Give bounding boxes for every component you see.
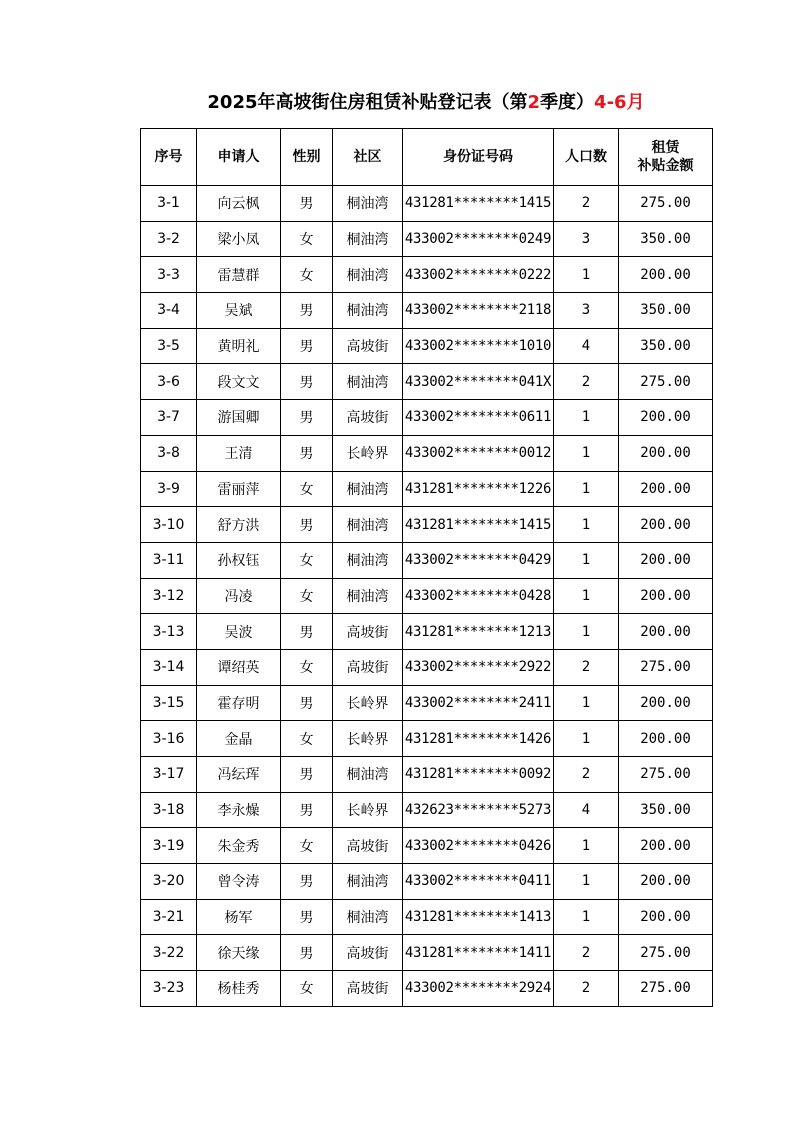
cell-gender: 男	[281, 293, 333, 329]
cell-gender: 男	[281, 685, 333, 721]
cell-subsidy-amount: 275.00	[619, 364, 713, 400]
cell-applicant: 谭绍英	[197, 649, 281, 685]
cell-applicant: 黄明礼	[197, 328, 281, 364]
title-quarter-number: 2	[527, 92, 541, 113]
header-subsidy-line2: 补贴金额	[637, 158, 694, 174]
table-row	[141, 186, 713, 222]
table-row	[141, 221, 713, 257]
cell-applicant: 冯凌	[197, 578, 281, 614]
cell-applicant: 孙权钰	[197, 542, 281, 578]
cell-applicant: 霍存明	[197, 685, 281, 721]
cell-id-number: 431281********1415	[403, 186, 554, 222]
cell-household: 1	[554, 899, 619, 935]
cell-household: 1	[554, 864, 619, 900]
cell-community: 桐油湾	[333, 471, 403, 507]
cell-applicant: 舒方洪	[197, 507, 281, 543]
cell-applicant: 朱金秀	[197, 828, 281, 864]
table-row	[141, 614, 713, 650]
cell-id-number: 431281********1415	[403, 507, 554, 543]
cell-seq: 3-7	[141, 400, 197, 436]
cell-id-number: 431281********0092	[403, 757, 554, 793]
cell-applicant: 雷丽萍	[197, 471, 281, 507]
cell-seq: 3-20	[141, 864, 197, 900]
cell-subsidy-amount: 200.00	[619, 828, 713, 864]
table-body	[141, 186, 713, 1007]
cell-subsidy-amount: 275.00	[619, 186, 713, 222]
cell-seq: 3-2	[141, 221, 197, 257]
cell-applicant: 杨桂秀	[197, 971, 281, 1007]
cell-subsidy-amount: 275.00	[619, 649, 713, 685]
cell-community: 高坡街	[333, 400, 403, 436]
cell-gender: 男	[281, 757, 333, 793]
cell-subsidy-amount: 275.00	[619, 971, 713, 1007]
cell-community: 长岭界	[333, 435, 403, 471]
table-row	[141, 471, 713, 507]
cell-seq: 3-22	[141, 935, 197, 971]
cell-seq: 3-5	[141, 328, 197, 364]
cell-household: 1	[554, 400, 619, 436]
cell-seq: 3-17	[141, 757, 197, 793]
cell-seq: 3-9	[141, 471, 197, 507]
cell-community: 高坡街	[333, 328, 403, 364]
cell-subsidy-amount: 200.00	[619, 542, 713, 578]
cell-subsidy-amount: 275.00	[619, 935, 713, 971]
table-row	[141, 328, 713, 364]
cell-seq: 3-12	[141, 578, 197, 614]
cell-id-number: 431281********1213	[403, 614, 554, 650]
cell-gender: 男	[281, 792, 333, 828]
cell-id-number: 433002********0428	[403, 578, 554, 614]
cell-community: 桐油湾	[333, 864, 403, 900]
cell-id-number: 433002********0429	[403, 542, 554, 578]
title-months: 4-6月	[594, 92, 645, 113]
cell-applicant: 王清	[197, 435, 281, 471]
table-row	[141, 507, 713, 543]
cell-community: 桐油湾	[333, 578, 403, 614]
cell-gender: 女	[281, 828, 333, 864]
cell-id-number: 433002********041X	[403, 364, 554, 400]
table-row	[141, 935, 713, 971]
header-seq: 序号	[141, 129, 197, 186]
cell-community: 桐油湾	[333, 186, 403, 222]
cell-gender: 男	[281, 614, 333, 650]
cell-gender: 男	[281, 364, 333, 400]
cell-household: 1	[554, 685, 619, 721]
cell-community: 高坡街	[333, 649, 403, 685]
cell-applicant: 梁小凤	[197, 221, 281, 257]
cell-seq: 3-19	[141, 828, 197, 864]
cell-applicant: 徐天缘	[197, 935, 281, 971]
cell-gender: 男	[281, 328, 333, 364]
cell-seq: 3-14	[141, 649, 197, 685]
cell-gender: 女	[281, 649, 333, 685]
cell-community: 桐油湾	[333, 364, 403, 400]
cell-subsidy-amount: 200.00	[619, 507, 713, 543]
cell-subsidy-amount: 350.00	[619, 792, 713, 828]
cell-seq: 3-23	[141, 971, 197, 1007]
table-row	[141, 864, 713, 900]
title-prefix: 2025年高坡街住房租赁补贴登记表（第	[207, 92, 528, 113]
cell-applicant: 李永燥	[197, 792, 281, 828]
cell-community: 长岭界	[333, 685, 403, 721]
cell-subsidy-amount: 200.00	[619, 400, 713, 436]
cell-seq: 3-1	[141, 186, 197, 222]
cell-household: 4	[554, 792, 619, 828]
table-row	[141, 899, 713, 935]
cell-community: 高坡街	[333, 828, 403, 864]
table-row	[141, 649, 713, 685]
cell-gender: 男	[281, 507, 333, 543]
cell-community: 高坡街	[333, 971, 403, 1007]
cell-household: 1	[554, 542, 619, 578]
cell-id-number: 433002********0426	[403, 828, 554, 864]
cell-subsidy-amount: 200.00	[619, 864, 713, 900]
cell-id-number: 433002********2118	[403, 293, 554, 329]
cell-id-number: 433002********2411	[403, 685, 554, 721]
cell-household: 1	[554, 435, 619, 471]
cell-applicant: 冯纭珲	[197, 757, 281, 793]
cell-community: 桐油湾	[333, 507, 403, 543]
cell-household: 3	[554, 293, 619, 329]
cell-household: 2	[554, 971, 619, 1007]
cell-household: 1	[554, 471, 619, 507]
table-row	[141, 364, 713, 400]
cell-subsidy-amount: 350.00	[619, 293, 713, 329]
table-row	[141, 685, 713, 721]
cell-applicant: 金晶	[197, 721, 281, 757]
cell-id-number: 433002********2924	[403, 971, 554, 1007]
header-applicant: 申请人	[197, 129, 281, 186]
cell-seq: 3-16	[141, 721, 197, 757]
cell-household: 1	[554, 507, 619, 543]
cell-gender: 男	[281, 864, 333, 900]
cell-id-number: 433002********0411	[403, 864, 554, 900]
cell-subsidy-amount: 200.00	[619, 257, 713, 293]
cell-community: 长岭界	[333, 721, 403, 757]
cell-id-number: 433002********1010	[403, 328, 554, 364]
title-suffix: 季度）	[540, 92, 595, 113]
cell-seq: 3-6	[141, 364, 197, 400]
table-row	[141, 257, 713, 293]
cell-id-number: 433002********0012	[403, 435, 554, 471]
cell-community: 长岭界	[333, 792, 403, 828]
cell-applicant: 段文文	[197, 364, 281, 400]
cell-household: 4	[554, 328, 619, 364]
cell-gender: 女	[281, 971, 333, 1007]
cell-seq: 3-21	[141, 899, 197, 935]
cell-community: 桐油湾	[333, 542, 403, 578]
cell-subsidy-amount: 200.00	[619, 685, 713, 721]
cell-gender: 女	[281, 542, 333, 578]
cell-gender: 男	[281, 435, 333, 471]
cell-seq: 3-3	[141, 257, 197, 293]
table-row	[141, 828, 713, 864]
cell-household: 3	[554, 221, 619, 257]
cell-gender: 女	[281, 471, 333, 507]
cell-community: 桐油湾	[333, 899, 403, 935]
cell-subsidy-amount: 200.00	[619, 721, 713, 757]
cell-community: 桐油湾	[333, 293, 403, 329]
cell-gender: 男	[281, 186, 333, 222]
cell-household: 1	[554, 614, 619, 650]
cell-subsidy-amount: 275.00	[619, 757, 713, 793]
cell-subsidy-amount: 350.00	[619, 221, 713, 257]
header-household: 人口数	[554, 129, 619, 186]
cell-subsidy-amount: 200.00	[619, 578, 713, 614]
cell-community: 桐油湾	[333, 257, 403, 293]
subsidy-register-table	[140, 128, 713, 1007]
cell-applicant: 游国卿	[197, 400, 281, 436]
header-gender: 性别	[281, 129, 333, 186]
cell-community: 桐油湾	[333, 757, 403, 793]
table-row	[141, 400, 713, 436]
cell-seq: 3-10	[141, 507, 197, 543]
cell-subsidy-amount: 200.00	[619, 614, 713, 650]
cell-household: 1	[554, 578, 619, 614]
cell-id-number: 431281********1413	[403, 899, 554, 935]
cell-seq: 3-4	[141, 293, 197, 329]
cell-household: 2	[554, 186, 619, 222]
cell-id-number: 432623********5273	[403, 792, 554, 828]
cell-subsidy-amount: 350.00	[619, 328, 713, 364]
header-subsidy-line1: 租赁	[651, 140, 680, 156]
cell-applicant: 曾令涛	[197, 864, 281, 900]
cell-household: 2	[554, 935, 619, 971]
cell-seq: 3-11	[141, 542, 197, 578]
cell-community: 高坡街	[333, 935, 403, 971]
cell-household: 2	[554, 757, 619, 793]
cell-id-number: 433002********0249	[403, 221, 554, 257]
cell-seq: 3-15	[141, 685, 197, 721]
header-id-number: 身份证号码	[403, 129, 554, 186]
cell-applicant: 吴波	[197, 614, 281, 650]
cell-id-number: 431281********1426	[403, 721, 554, 757]
cell-id-number: 433002********0222	[403, 257, 554, 293]
cell-subsidy-amount: 200.00	[619, 435, 713, 471]
cell-gender: 男	[281, 899, 333, 935]
cell-gender: 女	[281, 221, 333, 257]
page-title	[140, 90, 712, 116]
table-row	[141, 792, 713, 828]
table-row	[141, 293, 713, 329]
cell-household: 1	[554, 828, 619, 864]
cell-household: 1	[554, 721, 619, 757]
cell-household: 1	[554, 257, 619, 293]
table-header-row	[141, 129, 713, 186]
cell-gender: 男	[281, 935, 333, 971]
cell-subsidy-amount: 200.00	[619, 471, 713, 507]
cell-id-number: 431281********1226	[403, 471, 554, 507]
cell-household: 2	[554, 364, 619, 400]
cell-community: 高坡街	[333, 614, 403, 650]
table-row	[141, 578, 713, 614]
cell-gender: 男	[281, 400, 333, 436]
cell-applicant: 雷慧群	[197, 257, 281, 293]
cell-community: 桐油湾	[333, 221, 403, 257]
cell-seq: 3-18	[141, 792, 197, 828]
cell-household: 2	[554, 649, 619, 685]
table-row	[141, 971, 713, 1007]
cell-applicant: 吴斌	[197, 293, 281, 329]
cell-seq: 3-13	[141, 614, 197, 650]
cell-applicant: 向云枫	[197, 186, 281, 222]
header-community: 社区	[333, 129, 403, 186]
table-row	[141, 542, 713, 578]
cell-gender: 女	[281, 257, 333, 293]
table-row	[141, 721, 713, 757]
table-row	[141, 435, 713, 471]
cell-gender: 女	[281, 578, 333, 614]
cell-subsidy-amount: 200.00	[619, 899, 713, 935]
cell-id-number: 431281********1411	[403, 935, 554, 971]
table-row	[141, 757, 713, 793]
cell-applicant: 杨军	[197, 899, 281, 935]
cell-id-number: 433002********0611	[403, 400, 554, 436]
header-subsidy-amount	[619, 129, 713, 186]
cell-id-number: 433002********2922	[403, 649, 554, 685]
cell-gender: 女	[281, 721, 333, 757]
cell-seq: 3-8	[141, 435, 197, 471]
